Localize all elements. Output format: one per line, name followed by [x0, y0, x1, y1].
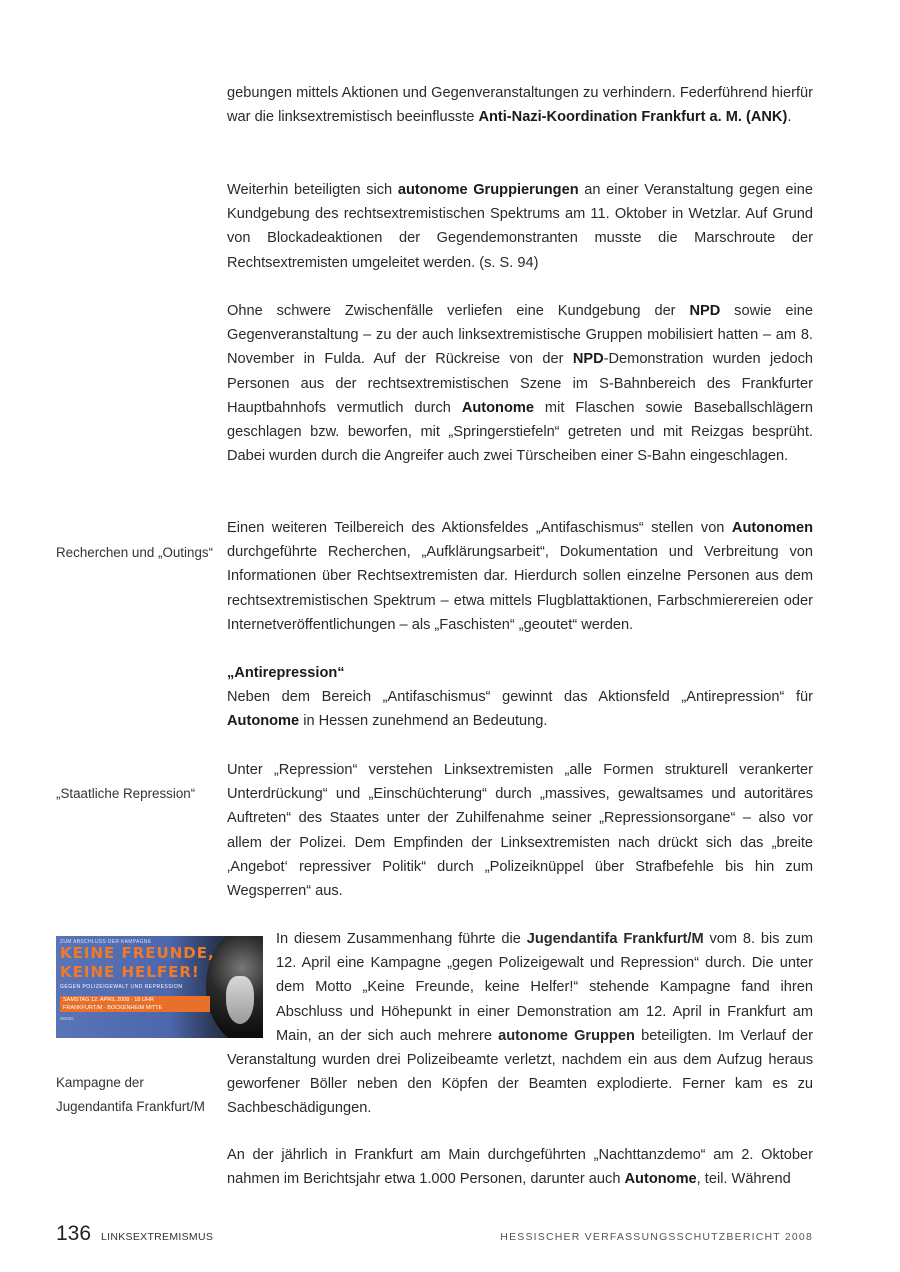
bold-term: NPD	[572, 351, 604, 368]
section-heading: „Antirepression“	[227, 665, 345, 681]
text-run: Ohne schwere Zwischenfälle verliefen eine Kundgebung der	[227, 303, 690, 319]
text-run: .	[787, 109, 792, 126]
paragraph-3	[227, 299, 813, 468]
bold-term: NPD	[689, 303, 721, 319]
text-run: an einer Veranstaltung gegen eine Kundgebung des rechtsextremistischen Spektrums am 11. Oktober in Wetzlar. Auf Grund von Blockadeaktionen der Gegendemonstranten musste die Marschroute der Rechtsextremisten umgeleitet werden. (s. S. 94)	[227, 182, 813, 271]
bold-org-name: Anti-Nazi-Koordination Frankfurt a. M. (ANK)	[478, 109, 788, 126]
float-spacer	[56, 927, 276, 1048]
text-run: vom 8. bis zum 12. April eine Kampagne „gegen Polizeigewalt und Repression“ durch. Die unter dem Motto „Keine Freunde, keine Helfer!“ stehende Kampagne fand ihren Abschluss und Höhepunkt in einer Demonstration am 12. April in Frankfurt am Main, an der sich auch mehrere	[276, 931, 813, 1044]
flyer-small-text: DEMO	[60, 1016, 74, 1021]
text-run: Neben dem Bereich „Antifaschismus“ gewinnt das Aktionsfeld „Antirepression“ für	[227, 689, 813, 706]
text-run: -Demonstration wurden jedoch Personen aus der rechtsextremistischen Szene im S-Bahnbereich des Frankfurter Hauptbahnhofs vermutlich durch	[227, 351, 813, 416]
antirepression-section	[227, 661, 813, 734]
bold-term: Autonomen	[731, 520, 813, 536]
text-run: gebungen mittels Aktionen und Gegenveranstaltungen zu verhindern. Federführend hierfür war die linksextremistisch beeinflusste	[227, 85, 813, 126]
text-run: Weiterhin beteiligten sich	[227, 182, 398, 198]
text-run: , teil. Während	[696, 1171, 791, 1188]
text-run: mit Flaschen sowie Baseballschlägern geschlagen bzw. beworfen, mit „Springerstiefeln“ getreten und mit Reizgas besprüht. Dabei wurden durch die Angreifer auch zwei Türscheiben einer S-Bahn eingeschlagen.	[227, 399, 813, 465]
flyer-caption: Kampagne der Jugendantifa Frankfurt/M	[56, 1075, 205, 1114]
text-run: Einen weiteren Teilbereich des Aktionsfeldes „Antifaschismus“ stellen von	[227, 520, 732, 536]
text-run: durchgeführte Recherchen, „Aufklärungsarbeit“, Dokumentation und Verbreitung von Informationen über Rechtsextremisten dar. Hierdurch sollen einzelne Personen aus dem rechtsextremistischen Spektrum – etwa mittels Flugblattaktionen, Farbschmierereien oder Internetveröffentlichungen – als „Faschisten“ „geoutet“ werden.	[227, 544, 813, 633]
paragraph-2	[227, 178, 813, 275]
text-run: An der jährlich in Frankfurt am Main durchgeführten „Nachttanzdemo“ am 2. Oktober nahmen im Berichtsjahr etwa 1.000 Personen, darunter auch	[227, 1147, 813, 1188]
text-run: in Hessen zunehmend an Bedeutung.	[299, 713, 548, 730]
paragraph-7-body	[227, 927, 813, 1121]
flyer-location: FRANKFURT/M · BOCKENHEIM MITTE	[63, 1005, 163, 1011]
flyer-headline-2: KEINE HELFER!	[60, 963, 200, 981]
margin-note-recherchen: Recherchen und „Outings“	[56, 545, 214, 560]
flyer-top-line: ZUM ABSCHLUSS DER KAMPAGNE	[60, 939, 152, 945]
paragraph-6	[227, 758, 813, 903]
margin-note-repression: „Staatliche Repression“	[56, 786, 196, 801]
paragraph-8	[227, 1143, 813, 1191]
flyer-subtitle: GEGEN POLIZEIGEWALT UND REPRESSION	[60, 984, 183, 990]
bold-term: Autonome	[461, 399, 534, 416]
bold-org-name: Jugendantifa Frankfurt/M	[526, 931, 704, 947]
bold-term: autonome Gruppierungen	[397, 182, 579, 198]
page-number: 136	[56, 1222, 92, 1245]
publication-title: HESSISCHER VERFASSUNGSSCHUTZBERICHT 2008	[500, 1231, 813, 1243]
text-run: sowie eine Gegenveranstaltung – zu der auch linksextremistische Gruppen mobilisiert hatten – am 8. November in Fulda. Auf der Rückreise von der	[227, 303, 813, 368]
text-run: In diesem Zusammenhang führte die	[276, 931, 527, 947]
flyer-headline-1: KEINE FREUNDE,	[60, 944, 215, 962]
section-label: LINKSEXTREMISMUS	[101, 1231, 214, 1243]
bold-term: autonome Gruppen	[498, 1027, 635, 1044]
bold-term: Autonome	[624, 1171, 697, 1188]
paragraph-1	[227, 81, 813, 129]
paragraph-4	[227, 516, 813, 637]
flyer-date: SAMSTAG 12. APRIL 2008 · 18 UHR	[63, 997, 154, 1003]
text-run: Unter „Repression“ verstehen Linksextremisten „alle Formen strukturell verankerter Unterdrückung“ und „Einschüchterung“ durch „massives, gewaltsames und autoritäres Auftreten“ des Staates unter der Zuhilfenahme seiner „Repressionsorgane“ – also vor allem der Polizei. Dem Empfinden der Linksextremisten nach drückt sich das „breite ‚Angebot‘ repressiver Politik“ durch „Polizeiknüppel über Strafbefehle bis hin zum Wegsperren“ aus.	[227, 762, 813, 900]
text-run: beteiligten. Im Verlauf der Veranstaltung wurden drei Polizeibeamte verletzt, nachdem ein aus dem Aufzug heraus geworfener Böller neben den Köpfen der Beamten explodierte. Ferner kam es zu Sachbeschädigungen.	[227, 1027, 813, 1117]
bold-term: Autonome	[227, 713, 300, 730]
